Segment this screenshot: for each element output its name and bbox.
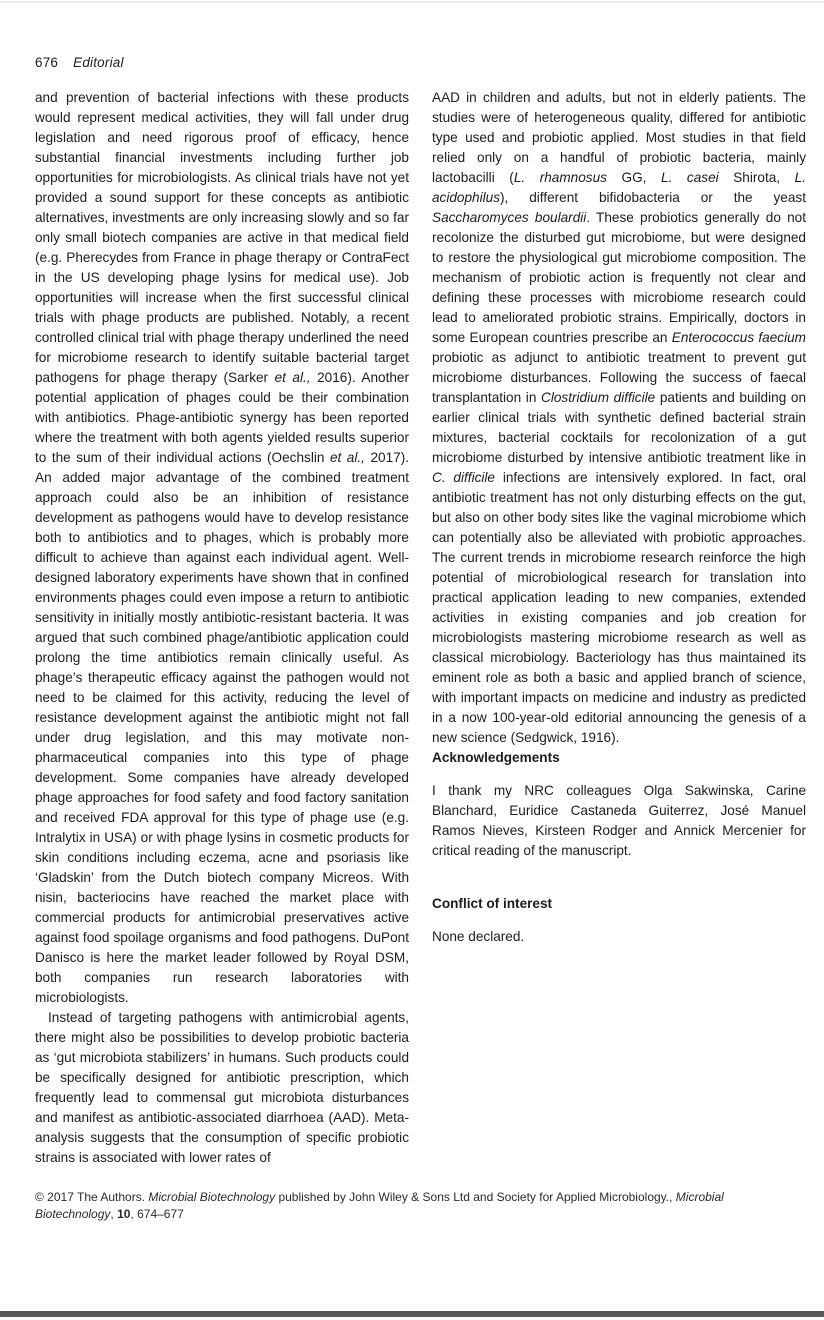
conflict-of-interest-heading: Conflict of interest	[432, 896, 553, 911]
text-segment: L. acidophilus	[432, 170, 806, 205]
text-segment: L. casei	[661, 170, 719, 185]
acknowledgements-body: I thank my NRC colleagues Olga Sakwinska, Carine Blanchard, Euridice Castaneda Guiterrez, José Manuel Ramos Nieves, Kirsteen Rodger and Annick Mercenier for critical reading of the manuscript.	[432, 783, 806, 858]
page-top-border	[0, 1, 824, 3]
text-segment: et al.,	[274, 370, 311, 385]
acknowledgements-heading: Acknowledgements	[432, 750, 560, 765]
page-bottom-bar	[0, 1311, 824, 1317]
text-segment: Saccharomyces boulardii	[432, 210, 587, 225]
copyright-footer	[35, 1189, 799, 1223]
text-segment: 2016). Another potential application of phages could be their combination with antibiotics. Phage-antibiotic synergy has been reported where the treatment with both agents yielded results superior to the sum of their individual actions (Oechslin	[35, 370, 409, 465]
body-paragraph	[35, 1008, 409, 1168]
text-segment: Instead of targeting pathogens with antimicrobial agents, there might also be possibilities to develop probiotic bacteria as ‘gut microbiota stabilizers’ in humans. Such products could be specifically designed for antibiotic prescription, which frequently lead to commensal gut microbiota disturbances and manifest as antibiotic-associated diarrhoea (AAD). Meta-analysis suggests that the consumption of specific probiotic strains is associated with lower rates of	[35, 1010, 409, 1165]
text-segment: patients and building on earlier clinical trials with synthetic defined bacterial strain mixtures, bacterial cocktails for recolonization of a gut microbiome disturbed by intensive antibiotic treatment like in	[432, 390, 807, 465]
text-segment: Microbial Biotechnology	[35, 1190, 724, 1221]
right-column	[432, 88, 806, 947]
text-segment: C. difficile	[432, 470, 495, 485]
text-segment: Enterococcus faecium	[671, 330, 806, 345]
text-segment: Clostridium difficile	[541, 390, 656, 405]
text-segment: Microbial Biotechnology	[148, 1190, 276, 1204]
text-segment: © 2017 The Authors.	[35, 1190, 149, 1204]
left-column	[35, 88, 409, 1168]
conflict-of-interest-body: None declared.	[432, 929, 525, 944]
body-paragraph	[432, 88, 806, 748]
text-segment: 2017). An added major advantage of the combined treatment approach could also be an inhibition of resistance development as pathogens would have to develop resistance both to antibiotics and to phages, which is probably more difficult to achieve than against each individual agent. Well-designed laboratory experiments have shown that in confined environments phages could even impose a return to antibiotic sensitivity in initially mostly antibiotic-resistant bacteria. It was argued that such combined phage/antibiotic application could prolong the time antibiotics remain clinically useful. As phage’s therapeutic efficacy against the pathogen would not need to be claimed for this activity, reducing the level of resistance development against the antibiotic might not fall under drug legislation, and this may motivate non-pharmaceutical companies into this type of phage development. Some companies have already developed phage approaches for food safety and food factory sanitation and received FDA approval for this type of phage use (e.g. Intralytix in USA) or with phage lysins in cosmetic products for skin conditions including eczema, acne and psoriasis like ‘Gladskin’ from the Dutch biotech company Micreos. With nisin, bacteriocins have reached the market place with commercial products for antimicrobial preservatives active against food spoilage organisms and food pathogens. DuPont Danisco is here the market leader followed by Royal DSM, both companies run research laboratories with microbiologists.	[35, 450, 409, 1005]
text-segment: Shirota,	[718, 170, 795, 185]
page-number: 676	[35, 55, 59, 70]
text-segment: GG,	[606, 170, 662, 185]
text-segment: published by John Wiley & Sons Ltd and Society for Applied Microbiology.,	[275, 1190, 676, 1204]
text-segment: 10	[117, 1207, 131, 1221]
running-head-title: Editorial	[73, 55, 124, 70]
text-segment: ,	[110, 1207, 118, 1221]
text-segment: ), different bifidobacteria or the yeast	[500, 190, 806, 205]
text-segment: probiotic as adjunct to antibiotic treatment to prevent gut microbiome disturbances. Following the success of faecal transplantation in	[432, 350, 806, 405]
text-segment: et al.,	[329, 450, 365, 465]
text-segment: infections are intensively explored. In fact, oral antibiotic treatment has not only disturbing effects on the gut, but also on other body sites like the vaginal microbiome which can potentially also be alleviated with probiotic approaches. The current trends in microbiome research reinforce the high potential of microbiological research for translation into practical application leading to new companies, extended activities in existing companies and job creation for microbiologists mastering microbiome research as well as classical microbiology. Bacteriology has thus maintained its eminent role as both a basic and applied branch of science, with important impacts on medicine and industry as predicted in a now 100-year-old editorial announcing the genesis of a new science (Sedgwick, 1916).	[432, 470, 806, 745]
text-segment: , 674–677	[130, 1207, 184, 1221]
running-header	[35, 55, 124, 70]
text-segment: AAD in children and adults, but not in elderly patients. The studies were of heterogeneous quality, differed for antibiotic type used and probiotic applied. Most studies in that field relied only on a handful of probiotic bacteria, mainly lactobacilli (	[432, 90, 806, 185]
body-paragraph	[35, 88, 409, 1008]
text-segment: L. rhamnosus	[513, 170, 607, 185]
text-segment: and prevention of bacterial infections with these products would represent medical activities, they will fall under drug legislation and need rigorous proof of efficacy, hence substantial financial investments including further job opportunities for microbiologists. As clinical trials have not yet provided a sound support for these concepts as antibiotic alternatives, investments are only increasing slowly and so far only small biotech companies are active in that medical field (e.g. Pherecydes from France in phage therapy or ContraFect in the US developing phage lysins for medical use). Job opportunities will increase when the first successful clinical trials with phage products are published. Notably, a recent controlled clinical trial with phage therapy underlined the need for microbiome research to identify suitable bacterial target pathogens for phage therapy (Sarker	[35, 90, 409, 385]
text-segment: . These probiotics generally do not recolonize the disturbed gut microbiome, but were designed to restore the physiological gut microbiome composition. The mechanism of probiotic action is frequently not clear and defining these processes with microbiome research could lead to ameliorated probiotic strains. Empirically, doctors in some European countries prescribe an	[432, 210, 806, 345]
